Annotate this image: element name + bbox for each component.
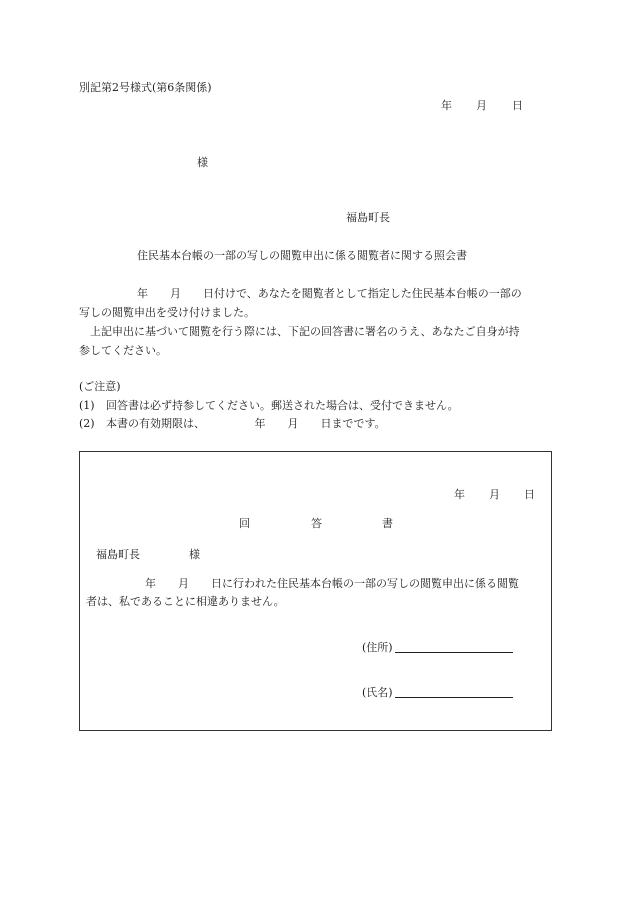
form-reference: 別記第2号様式(第6条関係) (79, 81, 212, 94)
reply-addressee-name: 福島町長 (96, 548, 140, 561)
reply-date-year: 年 (454, 488, 465, 501)
reply-addressee-honorific: 様 (189, 548, 200, 561)
issue-date-month: 月 (476, 99, 487, 112)
note-2-number: (2) (79, 417, 95, 430)
reply-date-day: 日 (524, 488, 535, 501)
name-field[interactable] (362, 685, 513, 698)
reply-title-char-3: 書 (382, 517, 393, 530)
issue-date-year: 年 (441, 99, 452, 112)
reply-date-month: 月 (489, 488, 500, 501)
reply-title-char-2: 答 (311, 517, 322, 530)
note-2-text: 本書の有効期限は、 年 月 日までです。 (106, 417, 386, 430)
issue-date-day: 日 (512, 99, 523, 112)
address-label: (住所) (362, 641, 393, 654)
name-signature-line[interactable] (395, 685, 513, 698)
reply-text-line1: 年 月 日に行われた住民基本台帳の一部の写しの閲覧申出に係る閲覧 (145, 577, 519, 590)
note-1-text: 回答書は必ず持参してください。郵送された場合は、受付できません。 (106, 399, 459, 412)
addressee-honorific: 様 (197, 156, 208, 169)
notes-heading: (ご注意) (79, 380, 121, 393)
name-label: (氏名) (362, 686, 393, 699)
body-para2-line1: 上記申出に基づいて閲覧を行う際には、下記の回答書に署名のうえ、あなたご自身が持 (90, 325, 520, 338)
reply-title-char-1: 回 (239, 517, 250, 530)
note-1-number: (1) (79, 399, 95, 412)
body-para1-line2: 写しの閲覧申出を受け付けました。 (79, 306, 255, 319)
body-para1-line1: 年 月 日付けで、あなたを閲覧者として指定した住民基本台帳の一部の (137, 287, 522, 300)
address-signature-line[interactable] (395, 640, 513, 653)
reply-text-line2: 者は、私であることに相違ありません。 (86, 595, 285, 608)
sender-name: 福島町長 (346, 211, 390, 224)
address-field[interactable] (362, 640, 513, 653)
body-para2-line2: 参してください。 (79, 344, 167, 357)
document-title: 住民基本台帳の一部の写しの閲覧申出に係る閲覧者に関する照会書 (137, 249, 467, 262)
